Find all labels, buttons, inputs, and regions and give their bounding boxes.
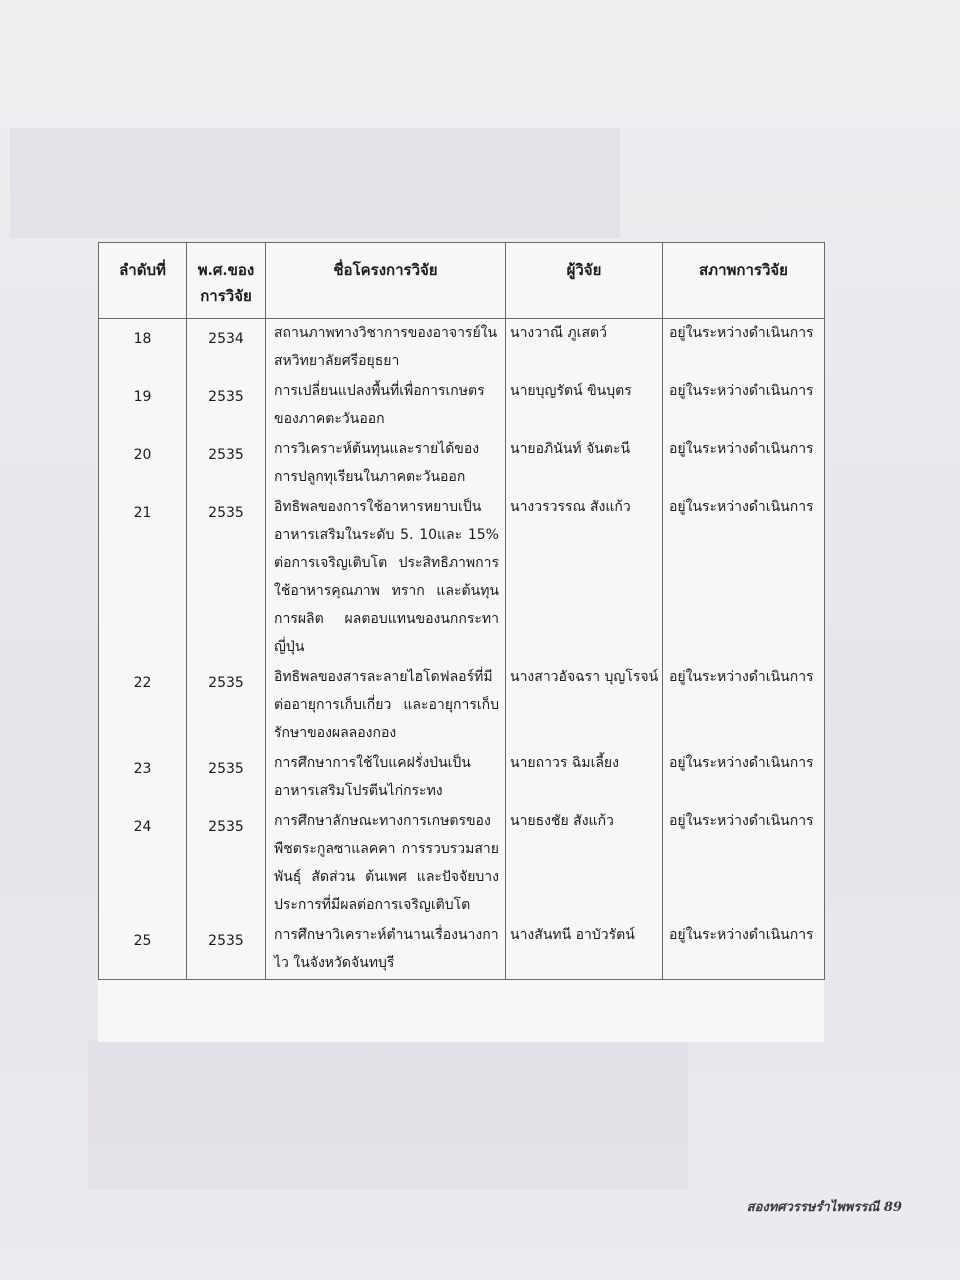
table-row (99, 749, 825, 807)
cell-year: 2535 (187, 435, 266, 493)
cell-title: การเปลี่ยนแปลงพื้นที่เพื่อการเกษตรของภาคตะวันออก (266, 377, 506, 435)
cell-year: 2535 (187, 807, 266, 921)
cell-researcher: นางสาวอัจฉรา บุญโรจน์ (506, 663, 663, 749)
table-row (99, 319, 825, 378)
cell-status: อยู่ในระหว่างดำเนินการ (663, 493, 825, 663)
cell-title: การวิเคราะห์ต้นทุนและรายได้ของการปลูกทุเรียนในภาคตะวันออก (266, 435, 506, 493)
cell-year: 2535 (187, 749, 266, 807)
cell-title: อิทธิพลของสารละลายไฮโดฟลอร์ที่มีต่ออายุการเก็บเกี่ยว และอายุการเก็บรักษาของผลลองกอง (266, 663, 506, 749)
cell-status: อยู่ในระหว่างดำเนินการ (663, 921, 825, 980)
header-year-line2: การวิจัย (200, 287, 252, 305)
header-researcher: ผู้วิจัย (506, 243, 663, 319)
cell-researcher: นางวรวรรณ สังแก้ว (506, 493, 663, 663)
cell-status: อยู่ในระหว่างดำเนินการ (663, 807, 825, 921)
cell-researcher: นายบุญรัตน์ ขินบุตร (506, 377, 663, 435)
cell-title: การศึกษาการใช้ใบแคฝรั่งป่นเป็นอาหารเสริมโปรตีนไก่กระทง (266, 749, 506, 807)
header-title: ชื่อโครงการวิจัย (266, 243, 506, 319)
cell-year: 2535 (187, 493, 266, 663)
cell-status: อยู่ในระหว่างดำเนินการ (663, 377, 825, 435)
cell-year: 2535 (187, 377, 266, 435)
cell-researcher: นายอภินันท์ จันตะนี (506, 435, 663, 493)
cell-status: อยู่ในระหว่างดำเนินการ (663, 319, 825, 378)
cell-title: การศึกษาวิเคราะห์ตำนานเรื่องนางกาไว ในจังหวัดจันทบุรี (266, 921, 506, 980)
cell-title: สถานภาพทางวิชาการของอาจารย์ในสหวิทยาลัยศรีอยุธยา (266, 319, 506, 378)
cell-researcher: นางสันทนี อาบัวรัตน์ (506, 921, 663, 980)
cell-no: 23 (99, 749, 187, 807)
table-row (99, 435, 825, 493)
cell-no: 25 (99, 921, 187, 980)
cell-title: การศึกษาลักษณะทางการเกษตรของพืชตระกูลซาแลคคา การรวบรวมสายพันธุ์ สัดส่วน ต้นเพศ และปัจจัยบางประการที่มีผลต่อการเจริญเติบโต (266, 807, 506, 921)
table-header-row (99, 243, 825, 319)
header-year-line1: พ.ศ.ของ (197, 261, 255, 279)
cell-year: 2535 (187, 663, 266, 749)
table-row (99, 377, 825, 435)
page-footer: สองทศวรรษรำไพพรรณี 89 (746, 1200, 902, 1215)
header-no: ลำดับที่ (99, 243, 187, 319)
research-table (98, 242, 825, 980)
background-photo-faint-lower (88, 1040, 688, 1190)
cell-status: อยู่ในระหว่างดำเนินการ (663, 435, 825, 493)
table-row (99, 807, 825, 921)
cell-researcher: นางวาณี ภูเสตว์ (506, 319, 663, 378)
cell-researcher: นายถาวร ฉิมเลี้ยง (506, 749, 663, 807)
cell-no: 19 (99, 377, 187, 435)
cell-no: 20 (99, 435, 187, 493)
cell-researcher: นายธงชัย สังแก้ว (506, 807, 663, 921)
cell-no: 21 (99, 493, 187, 663)
header-year (187, 243, 266, 319)
cell-status: อยู่ในระหว่างดำเนินการ (663, 749, 825, 807)
cell-no: 18 (99, 319, 187, 378)
table-row (99, 493, 825, 663)
table-row (99, 663, 825, 749)
cell-year: 2535 (187, 921, 266, 980)
header-status: สภาพการวิจัย (663, 243, 825, 319)
cell-year: 2534 (187, 319, 266, 378)
background-photo-faint (10, 128, 620, 238)
cell-no: 22 (99, 663, 187, 749)
table-row (99, 921, 825, 980)
cell-status: อยู่ในระหว่างดำเนินการ (663, 663, 825, 749)
cell-title: อิทธิพลของการใช้อาหารหยาบเป็นอาหารเสริมในระดับ 5. 10และ 15% ต่อการเจริญเติบโต ประสิทธิภาพการใช้อาหารคุณภาพ ทราก และต้นทุนการผลิต ผลตอบแทนของนกกระทาญี่ปุ่น (266, 493, 506, 663)
cell-no: 24 (99, 807, 187, 921)
